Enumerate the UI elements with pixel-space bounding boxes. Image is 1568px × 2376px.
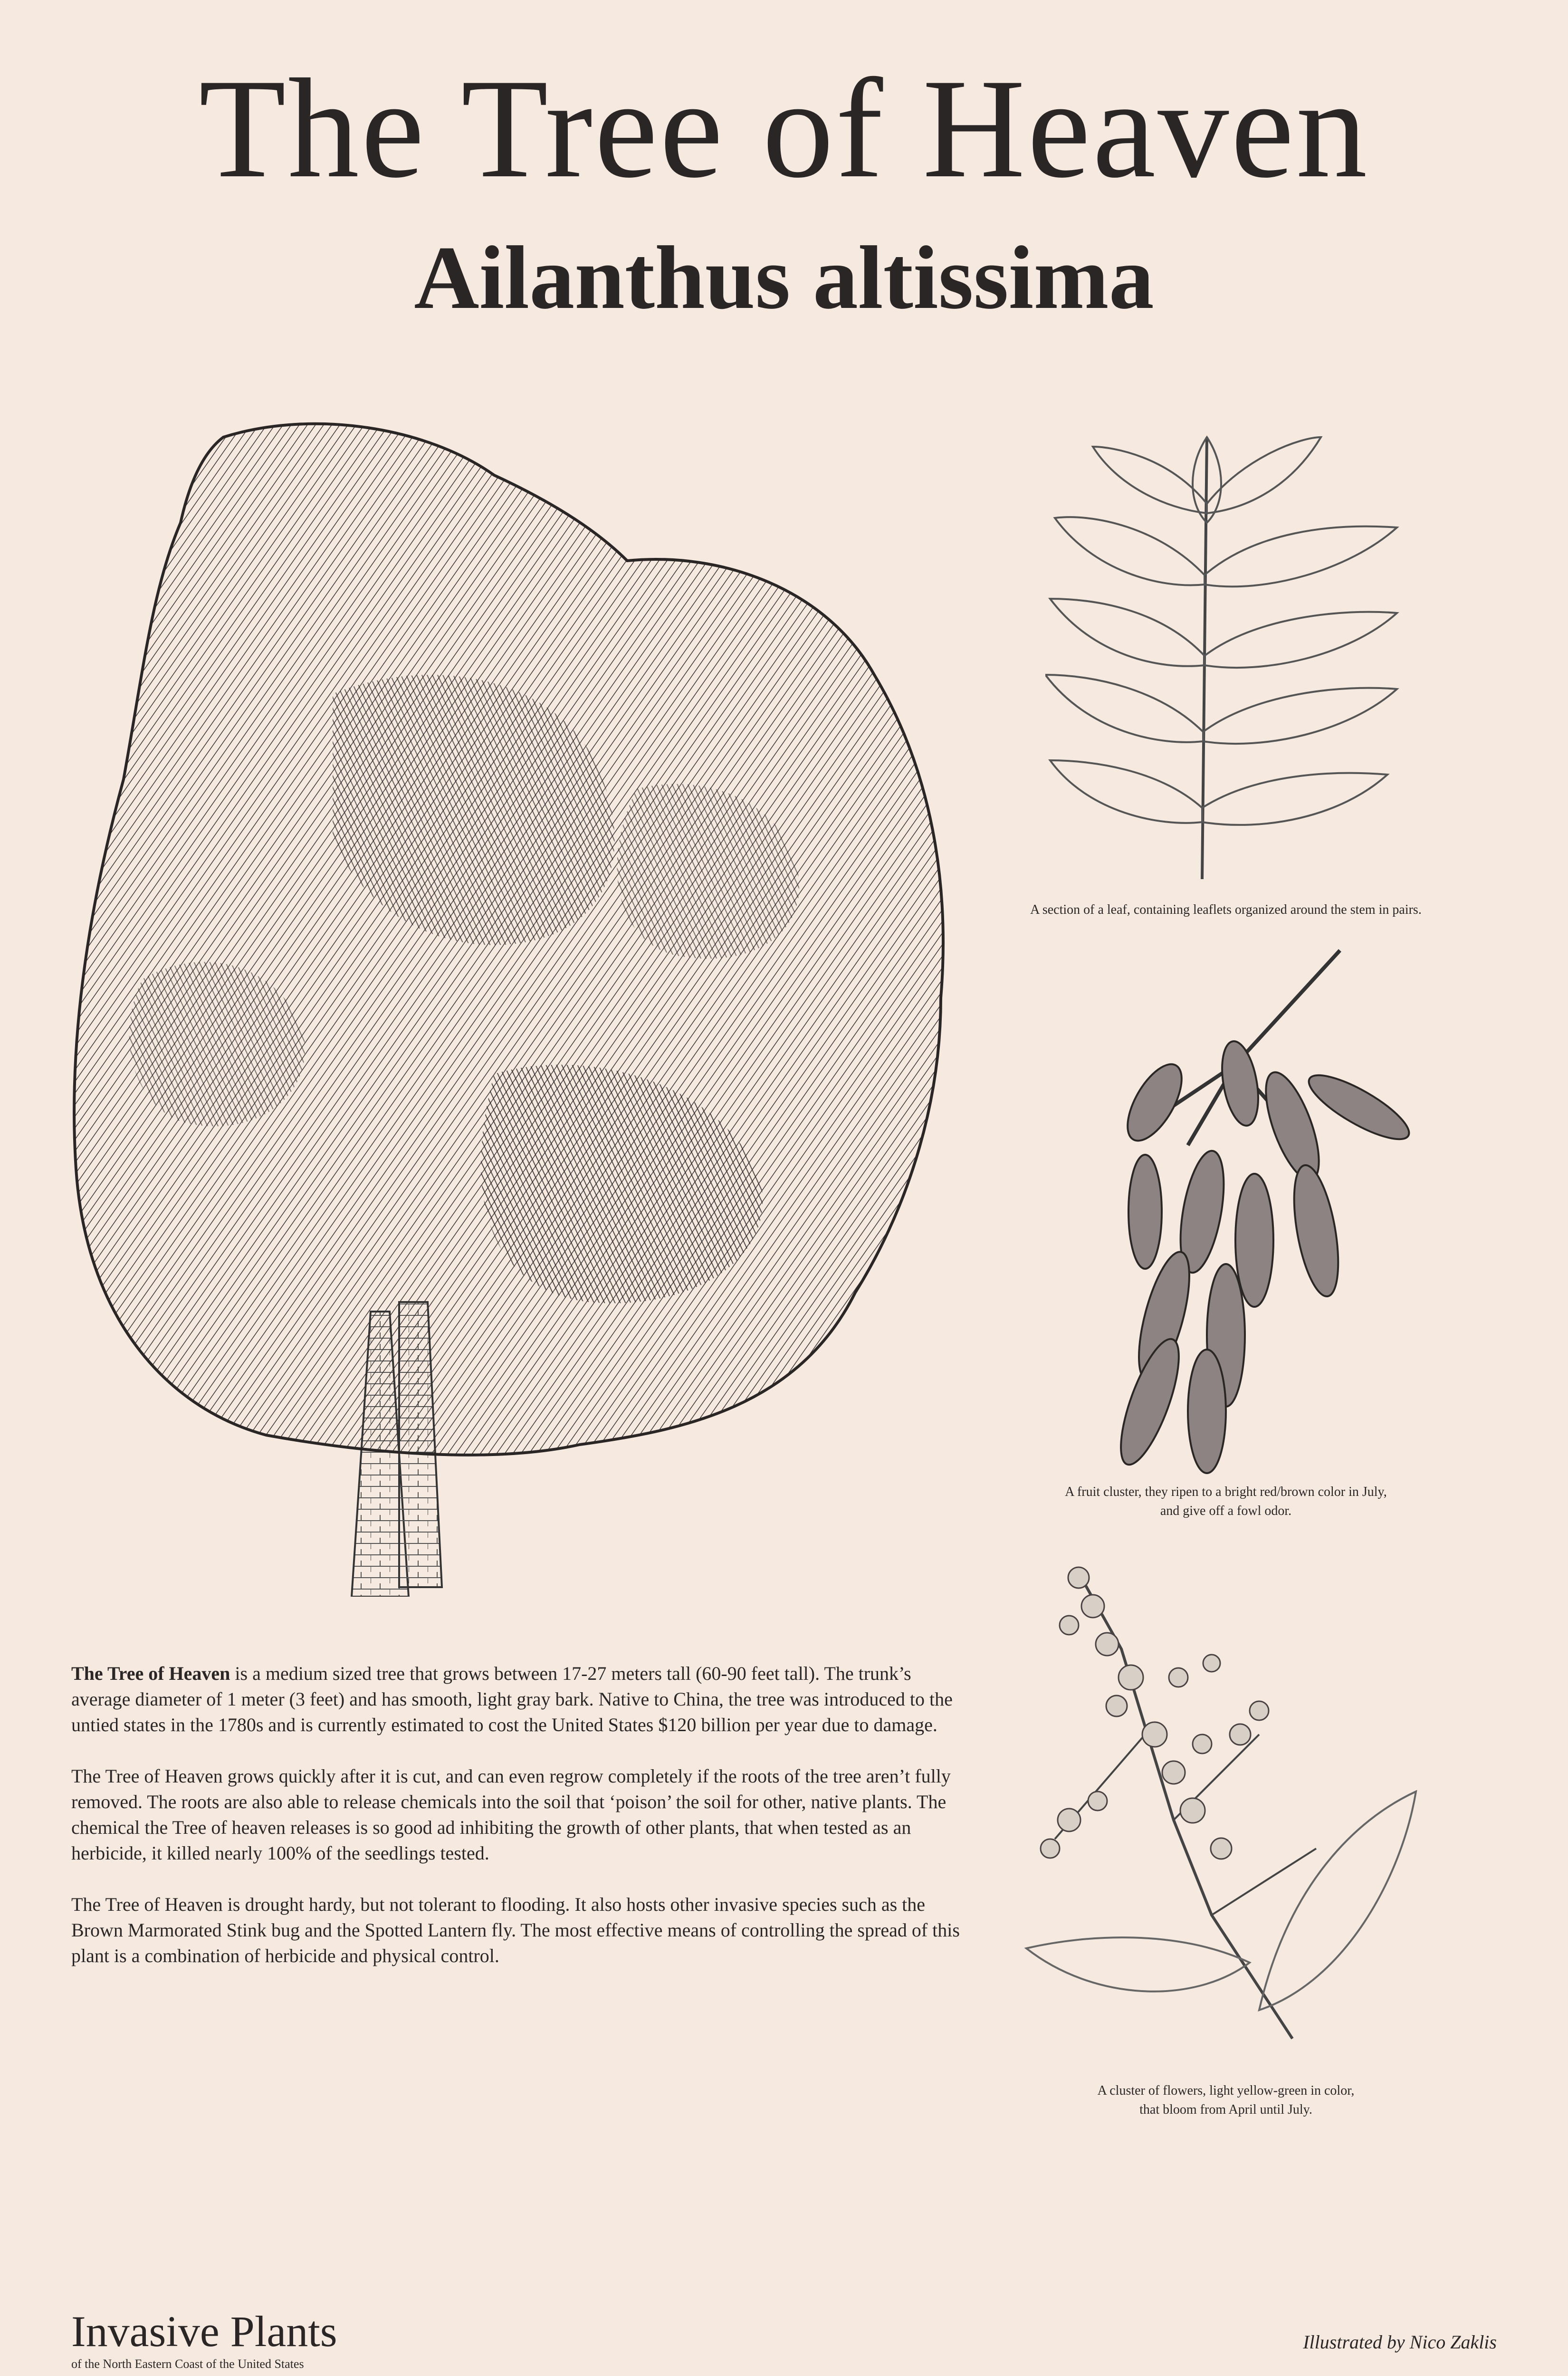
leaf-illustration	[1045, 418, 1406, 889]
page-title: The Tree of Heaven	[199, 49, 1369, 207]
fruit-cluster-illustration	[1093, 946, 1416, 1483]
series-subtitle: of the North Eastern Coast of the United States	[71, 2357, 304, 2371]
fruit-caption-line: A fruit cluster, they ripen to a bright red/brown color in July,	[1065, 1485, 1387, 1499]
flower-caption-line: that bloom from April until July.	[1139, 2102, 1312, 2117]
flower-cluster-illustration	[1022, 1554, 1421, 2043]
scientific-name: Ailanthus altissima	[414, 228, 1154, 328]
flower-caption-line: A cluster of flowers, light yellow-green in color,	[1097, 2083, 1355, 2098]
illustrator-credit: Illustrated by Nico Zaklis	[1303, 2331, 1497, 2353]
leaf-caption: A section of a leaf, containing leaflets organized around the stem in pairs.	[1030, 902, 1422, 917]
fruit-caption-line: and give off a fowl odor.	[1160, 1504, 1292, 1518]
flower-caption	[950, 2081, 1501, 2119]
description	[71, 1661, 974, 1994]
series-title: Invasive Plants	[71, 2307, 337, 2356]
paragraph	[71, 1661, 974, 1738]
series-logo	[71, 2309, 337, 2371]
paragraph-lead: The Tree of Heaven	[71, 1663, 230, 1684]
fruit-caption	[950, 1483, 1501, 1521]
tree-illustration	[67, 409, 960, 1597]
paragraph: The Tree of Heaven grows quickly after it is cut, and can even regrow completely if the roots of the tree aren’t fully removed. The roots are also able to release chemicals into the soil that ‘poison’ the soil for other, native plants. The chemical the Tree of heaven releases is so good ad inhibiting the growth of other plants, that when tested as an herbicide, it killed nearly 100% of the seedlings tested.	[71, 1765, 951, 1864]
paragraph-text: is a medium sized tree that grows between 17-27 meters tall (60-90 feet tall). The trunk’s average diameter of 1 meter (3 feet) and has smooth, light gray bark. Native to China, the tree was introduced to the untied states in the 1780s and is currently estimated to cost the United States $120 billion per year due to damage.	[71, 1663, 953, 1735]
paragraph: The Tree of Heaven is drought hardy, but not tolerant to flooding. It also hosts other invasive species such as the Brown Marmorated Stink bug and the Spotted Lantern fly. The most effective means of controlling the spread of this plant is a combination of herbicide and physical control.	[71, 1894, 960, 1966]
